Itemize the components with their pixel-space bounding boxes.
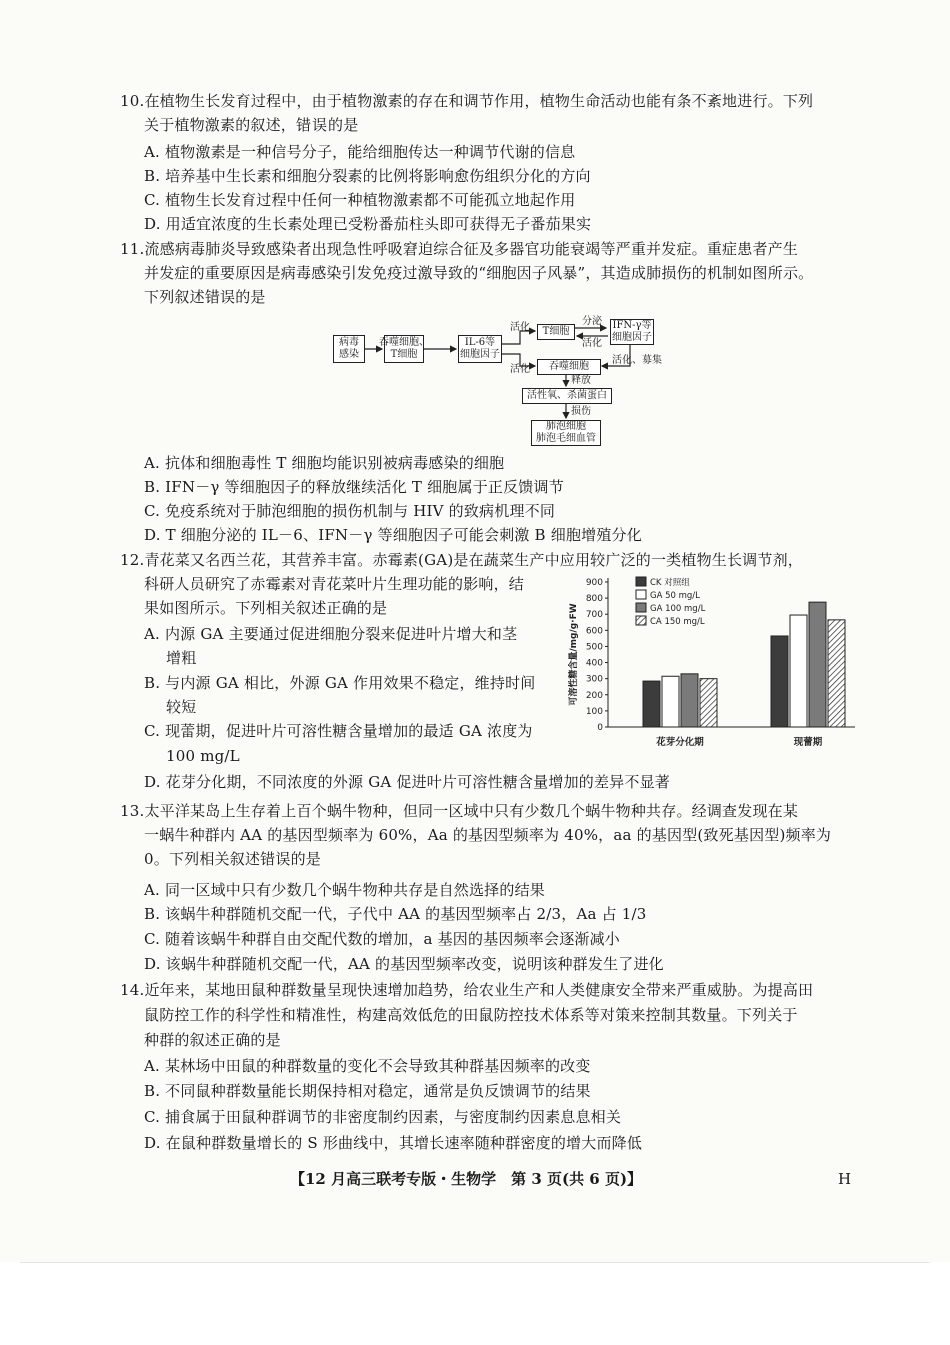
node-lung-l2: 肺泡毛细血管 — [536, 433, 596, 444]
q10-option-c[interactable]: C. 植物生长发育过程中任何一种植物激素都不可能孤立地起作用 — [144, 191, 576, 209]
q10-stem-end: 的是 — [328, 116, 359, 134]
y-tick-label: 700 — [585, 610, 603, 621]
q14-option-a[interactable]: A. 某林场中田鼠的种群数量的变化不会导致其种群基因频率的改变 — [144, 1057, 591, 1075]
page-bottom-edge — [20, 1262, 930, 1263]
q13-option-b[interactable]: B. 该蜗牛种群随机交配一代，子代中 AA 的基因型频率占 2/3，Aa 占 1/3 — [144, 905, 647, 923]
q12-option-a-cont: 增粗 — [166, 649, 197, 667]
q13-stem-line3 — [144, 849, 321, 869]
q13-option-a[interactable]: A. 同一区域中只有少数几个蜗牛物种共存是自然选择的结果 — [144, 881, 545, 899]
node-virus-infection — [333, 335, 365, 363]
legend-label: CK 对照组 — [650, 578, 690, 588]
category-label: 花芽分化期 — [656, 737, 704, 748]
y-tick-label: 500 — [585, 642, 603, 653]
y-tick-label: 300 — [585, 674, 603, 685]
category-label: 现蕾期 — [793, 737, 823, 748]
q12-option-c-cont: 100 mg/L — [166, 747, 240, 765]
sugar-content-bar-chart — [560, 572, 860, 762]
node-lung-cells — [531, 420, 601, 446]
y-axis-label: 可溶性糖含量/mg/g·FW — [569, 603, 579, 706]
page-version-mark: H — [838, 1170, 852, 1188]
q12-option-d[interactable]: D. 花芽分化期，不同浓度的外源 GA 促进叶片可溶性糖含量增加的差异不显著 — [144, 773, 670, 791]
q11-stem-line2: 并发症的重要原因是病毒感染引发免疫过激导致的“细胞因子风暴”，其造成肺损伤的机制如图所示。 — [144, 264, 814, 282]
q14-stem-line3: 种群的叙述正确的是 — [144, 1031, 281, 1049]
label-secrete: 分泌 — [582, 316, 602, 327]
q14-option-c[interactable]: C. 捕食属于田鼠种群调节的非密度制约因素，与密度制约因素息息相关 — [144, 1108, 622, 1126]
label-activate-recruit: 活化、募集 — [612, 355, 662, 366]
y-tick-label: 900 — [585, 578, 603, 588]
node-phagocyte: 吞噬细胞 — [537, 359, 601, 375]
y-tick-label: 0 — [597, 723, 603, 733]
legend-swatch — [636, 616, 646, 625]
q13-stem-line2: 一蜗牛种群内 AA 的基因型频率为 60%，Aa 的基因型频率为 40%，aa 的基因型(致死基因型)频率为 — [144, 826, 832, 844]
q12-option-b-cont: 较短 — [166, 698, 197, 716]
q12-stem-line1: 12.青花菜又名西兰花，其营养丰富。赤霉素(GA)是在蔬菜生产中应用较广泛的一类植物生长调节剂， — [120, 551, 803, 569]
q14-option-d[interactable]: D. 在鼠种群数量增长的 S 形曲线中，其增长速率随种群密度的增大而降低 — [144, 1134, 643, 1152]
bar — [662, 676, 679, 727]
legend-label: GA 100 mg/L — [650, 604, 706, 614]
legend-swatch — [636, 590, 646, 599]
label-damage: 损伤 — [571, 406, 591, 417]
q11-stem-text: 下列叙述 — [144, 288, 205, 306]
q12-stem-line3: 果如图所示。下列相关叙述正确的是 — [144, 599, 388, 617]
bar — [771, 636, 788, 727]
y-tick-label: 400 — [585, 658, 603, 669]
node-virus-l1: 病毒 — [339, 337, 359, 348]
node-virus-l2: 感染 — [339, 349, 359, 360]
bar — [700, 679, 717, 727]
q12-stem-line2: 科研人员研究了赤霉素对青花菜叶片生理功能的影响，结 — [144, 575, 525, 593]
bar — [790, 615, 807, 727]
q11-option-c[interactable]: C. 免疫系统对于肺泡细胞的损伤机制与 HIV 的致病机理不同 — [144, 502, 556, 520]
immune-mechanism-diagram — [330, 316, 680, 446]
q10-stem-line2 — [144, 115, 358, 135]
bar — [828, 620, 845, 727]
bar — [643, 681, 660, 727]
page-footer: 【12 月高三联考专版・生物学 第 3 页(共 6 页)】 — [290, 1170, 643, 1188]
q10-stem-text: 关于植物激素的叙述， — [144, 116, 297, 134]
q13-stem-text: 0。下列相关叙述 — [144, 850, 261, 868]
q13-stem-end: 的是 — [290, 850, 321, 868]
node-ros-protein: 活性氧、杀菌蛋白 — [522, 388, 612, 404]
legend-label: GA 50 mg/L — [650, 591, 700, 601]
q11-option-d[interactable]: D. T 细胞分泌的 IL－6、IFN－γ 等细胞因子可能会刺激 B 细胞增殖分化 — [144, 526, 642, 544]
q13-stem-emphasis: 错误 — [260, 850, 291, 868]
y-tick-label: 800 — [585, 594, 603, 605]
label-activate-1: 活化 — [510, 322, 530, 333]
q11-stem-emphasis: 错误 — [204, 288, 236, 306]
q13-option-d[interactable]: D. 该蜗牛种群随机交配一代，AA 的基因型频率改变，说明该种群发生了进化 — [144, 955, 664, 973]
q13-stem-line1: 13.太平洋某岛上生存着上百个蜗牛物种，但同一区域中只有少数几个蜗牛物种共存。经调查发现在某 — [120, 802, 799, 820]
q14-stem-line2: 鼠防控工作的科学性和精准性，构建高效低危的田鼠防控技术体系等对策来控制其数量。下列关于 — [144, 1006, 798, 1024]
node-phago-t-l2: T细胞 — [390, 349, 418, 360]
y-tick-label: 200 — [585, 690, 603, 701]
label-activate-3: 活化 — [510, 364, 530, 375]
q13-option-c[interactable]: C. 随着该蜗牛种群自由交配代数的增加，a 基因的基因频率会逐渐减小 — [144, 930, 620, 948]
node-phagocyte-tcell — [379, 335, 429, 363]
y-tick-label: 100 — [585, 706, 603, 717]
q11-stem-line3 — [144, 287, 266, 307]
q11-stem-end: 的是 — [235, 288, 266, 306]
q10-option-a[interactable]: A. 植物激素是一种信号分子，能给细胞传达一种调节代谢的信息 — [144, 143, 576, 161]
bar — [809, 602, 826, 727]
node-ifn-l2: 细胞因子 — [612, 332, 652, 343]
legend-swatch — [636, 603, 646, 612]
q10-stem-line1: 10.在植物生长发育过程中，由于植物激素的存在和调节作用，植物生命活动也能有条不紊地进行。下列 — [120, 92, 814, 110]
node-ifn-cytokine — [610, 319, 654, 345]
node-il6-cytokine — [458, 335, 502, 363]
q10-stem-emphasis: 错误 — [296, 116, 329, 134]
q12-option-b[interactable]: B. 与内源 GA 相比，外源 GA 作用效果不稳定，维持时间 — [144, 674, 536, 692]
label-release: 释放 — [571, 375, 591, 386]
node-ifn-l1: IFN-γ等 — [612, 320, 652, 331]
legend-label: CA 150 mg/L — [650, 617, 705, 627]
q11-option-b[interactable]: B. IFN－γ 等细胞因子的释放继续活化 T 细胞属于正反馈调节 — [144, 478, 564, 496]
label-activate-2: 活化 — [582, 338, 602, 349]
node-tcell: T细胞 — [537, 324, 575, 340]
node-lung-l1: 肺泡细胞 — [546, 421, 586, 432]
node-il6-l2: 细胞因子 — [460, 349, 500, 360]
q10-option-b[interactable]: B. 培养基中生长素和细胞分裂素的比例将影响愈伤组织分化的方向 — [144, 167, 591, 185]
q14-option-b[interactable]: B. 不同鼠种群数量能长期保持相对稳定，通常是负反馈调节的结果 — [144, 1082, 591, 1100]
q11-stem-line1: 11.流感病毒肺炎导致感染者出现急性呼吸窘迫综合征及多器官功能衰竭等严重并发症。重症患者产生 — [120, 240, 799, 258]
node-phago-t-l1: 吞噬细胞、 — [379, 337, 429, 348]
q10-option-d[interactable]: D. 用适宜浓度的生长素处理已受粉番茄柱头即可获得无子番茄果实 — [144, 215, 592, 233]
q12-option-a[interactable]: A. 内源 GA 主要通过促进细胞分裂来促进叶片增大和茎 — [144, 625, 518, 643]
node-il6-l1: IL-6等 — [464, 337, 496, 348]
y-tick-label: 600 — [585, 626, 603, 637]
q12-option-c[interactable]: C. 现蕾期，促进叶片可溶性糖含量增加的最适 GA 浓度为 — [144, 722, 533, 740]
q14-stem-line1: 14.近年来，某地田鼠种群数量呈现快速增加趋势，给农业生产和人类健康安全带来严重威胁。为提高田 — [120, 981, 814, 999]
q11-option-a[interactable]: A. 抗体和细胞毒性 T 细胞均能识别被病毒感染的细胞 — [144, 454, 505, 472]
bar — [681, 674, 698, 727]
legend-swatch — [636, 577, 646, 586]
